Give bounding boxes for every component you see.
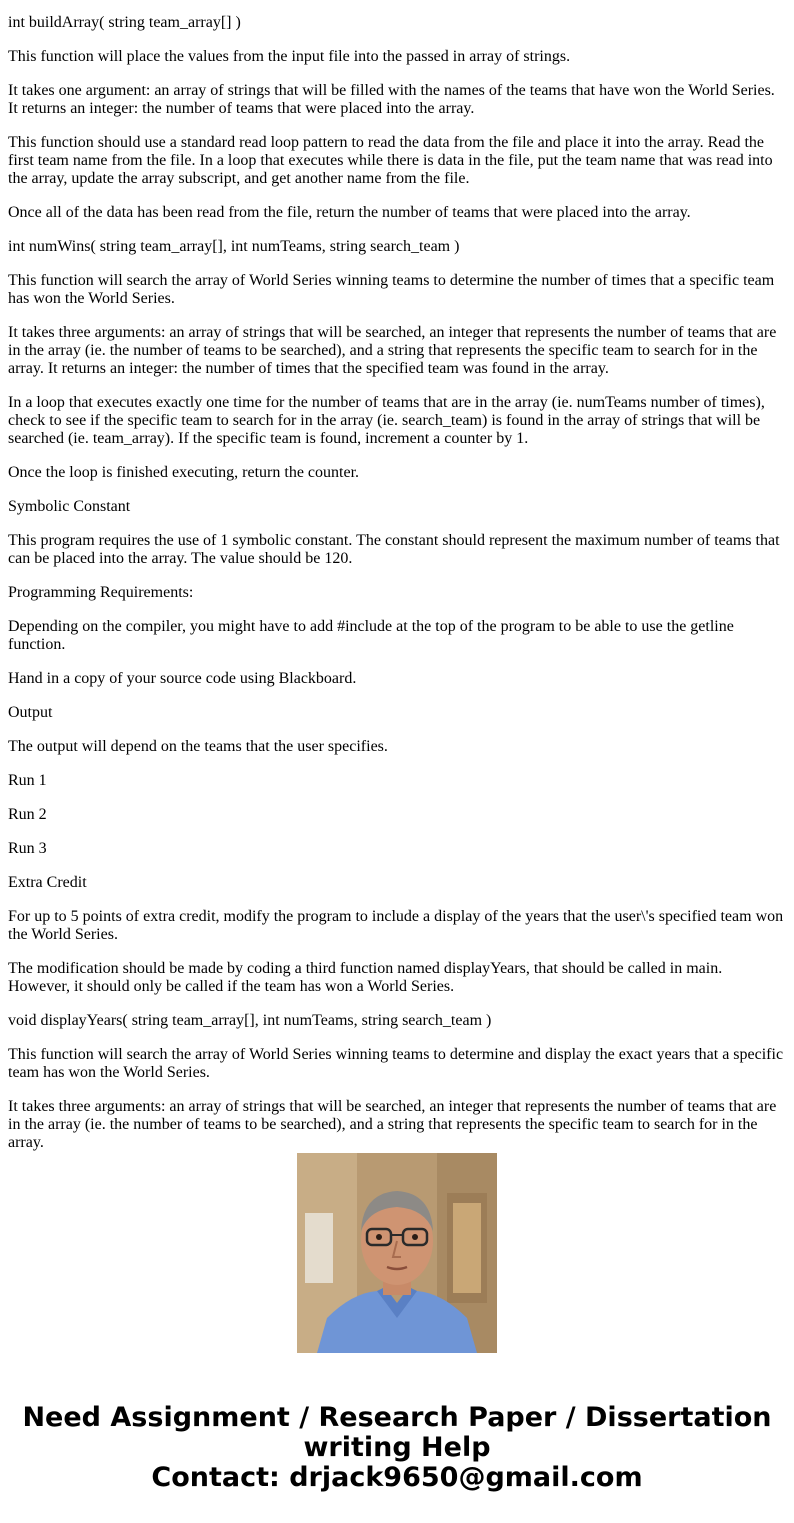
avatar [297, 1153, 497, 1353]
paragraph: In a loop that executes exactly one time for the number of teams that are in the array (ie. numTeams number of times), check to see if the specific team to search for in the array (ie. search_team) is found in the array of strings that will be searched (ie. team_array). If the specific team is found, increment a counter by 1. [8, 394, 765, 447]
paragraph: It takes three arguments: an array of strings that will be searched, an integer that represents the number of teams that are in the array (ie. the number of teams to be searched), and a string that represents the specific team to search for in the array. It returns an integer: the number of times that the specified team was found in the array. [8, 324, 777, 377]
paragraph: Hand in a copy of your source code using Blackboard. [8, 670, 357, 687]
paragraph: The output will depend on the teams that the user specifies. [8, 738, 388, 755]
section-heading: Symbolic Constant [8, 498, 131, 515]
paragraph: This function will place the values from the input file into the passed in array of strings. [8, 48, 571, 65]
paragraph: This program requires the use of 1 symbolic constant. The constant should represent the maximum number of teams that can be placed into the array. The value should be 120. [8, 532, 780, 567]
section-heading: Programming Requirements: [8, 584, 194, 601]
function-signature-buildarray: int buildArray( string team_array[] ) [8, 14, 241, 31]
document-body [8, 14, 786, 1151]
run-label: Run 1 [8, 772, 47, 789]
paragraph: For up to 5 points of extra credit, modify the program to include a display of the years that the user\'s specified team won the World Series. [8, 908, 784, 943]
paragraph: Depending on the compiler, you might have to add #include at the top of the program to be able to use the getline function. [8, 618, 734, 653]
run-label: Run 2 [8, 806, 47, 823]
paragraph: Once the loop is finished executing, return the counter. [8, 464, 360, 481]
promo-banner [0, 1403, 794, 1493]
section-heading: Output [8, 704, 53, 721]
function-signature-displayyears: void displayYears( string team_array[], int numTeams, string search_team ) [8, 1012, 492, 1029]
paragraph: This function will search the array of World Series winning teams to determine and display the exact years that a specific team has won the World Series. [8, 1046, 784, 1081]
person-photo [297, 1153, 497, 1353]
promo-contact: Contact: drjack9650@gmail.com [151, 1462, 643, 1493]
section-heading: Extra Credit [8, 874, 87, 891]
paragraph: It takes three arguments: an array of strings that will be searched, an integer that represents the number of teams that are in the array (ie. the number of teams to be searched), and a string that represents the specific team to search for in the array. [8, 1098, 777, 1151]
paragraph: This function should use a standard read loop pattern to read the data from the file and place it into the array. Read the first team name from the file. In a loop that executes while there is data in the file, put the team name that was read into the array, update the array subscript, and get another name from the file. [8, 134, 773, 187]
promo-line: writing Help [303, 1432, 491, 1463]
run-label: Run 3 [8, 840, 47, 857]
paragraph: It takes one argument: an array of strings that will be filled with the names of the teams that have won the World Series. It returns an integer: the number of teams that were placed into the array. [8, 82, 775, 117]
paragraph: This function will search the array of World Series winning teams to determine the number of times that a specific team has won the World Series. [8, 272, 775, 307]
function-signature-numwins: int numWins( string team_array[], int numTeams, string search_team ) [8, 238, 460, 255]
paragraph: Once all of the data has been read from the file, return the number of teams that were placed into the array. [8, 204, 691, 221]
promo-line: Need Assignment / Research Paper / Dissertation [22, 1402, 772, 1433]
paragraph: The modification should be made by coding a third function named displayYears, that should be called in main. However, it should only be called if the team has won a World Series. [8, 960, 723, 995]
